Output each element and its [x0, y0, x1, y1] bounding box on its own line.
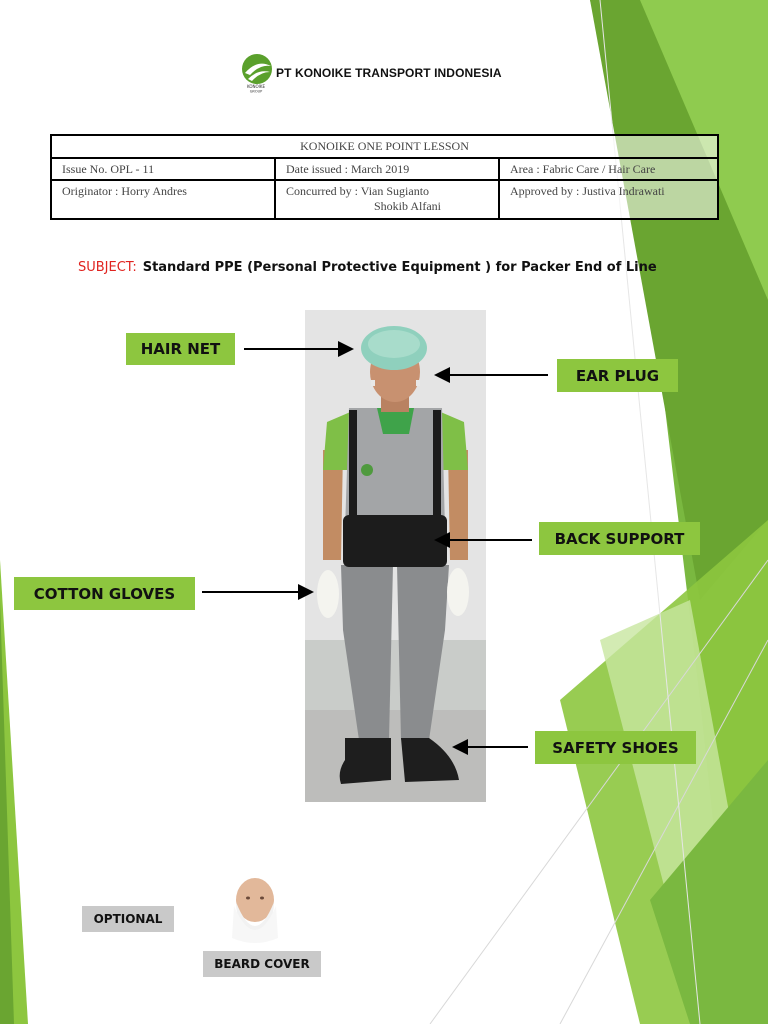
subject-line [78, 260, 657, 275]
lesson-title: KONOIKE ONE POINT LESSON [51, 135, 718, 158]
lesson-info-table [50, 134, 719, 220]
cotton-gloves-label: COTTON GLOVES [14, 577, 195, 610]
originator: Originator : Horry Andres [51, 180, 275, 219]
beard-cover-image [228, 876, 282, 944]
concurred-by-second: Shokib Alfani [374, 199, 442, 213]
safety-shoes-label: SAFETY SHOES [535, 731, 696, 764]
back-support-label: BACK SUPPORT [539, 522, 700, 555]
optional-label: OPTIONAL [82, 906, 174, 932]
ear-plug-label: EAR PLUG [557, 359, 678, 392]
issue-number: Issue No. OPL - 11 [51, 158, 275, 180]
beard-cover-label: BEARD COVER [203, 951, 321, 977]
concurred-by: Concurred by : Vian Sugianto [286, 184, 430, 198]
date-issued: Date issued : March 2019 [275, 158, 499, 180]
approved-by: Approved by : Justiva Indrawati [499, 180, 718, 219]
logo-text-group: GROUP [249, 89, 263, 93]
company-header [238, 52, 502, 94]
company-name: PT KONOIKE TRANSPORT INDONESIA [276, 66, 502, 80]
area: Area : Fabric Care / Hair Care [499, 158, 718, 180]
worker-ppe-photo [305, 310, 486, 802]
subject-text: Standard PPE (Personal Protective Equipment ) for Packer End of Line [142, 260, 657, 275]
logo-text-konoike: KONOIKE [246, 84, 266, 89]
concurred-by-cell [275, 180, 499, 219]
subject-label: SUBJECT: [78, 260, 137, 275]
hair-net-label: HAIR NET [126, 333, 235, 365]
konoike-logo-icon [238, 53, 274, 93]
